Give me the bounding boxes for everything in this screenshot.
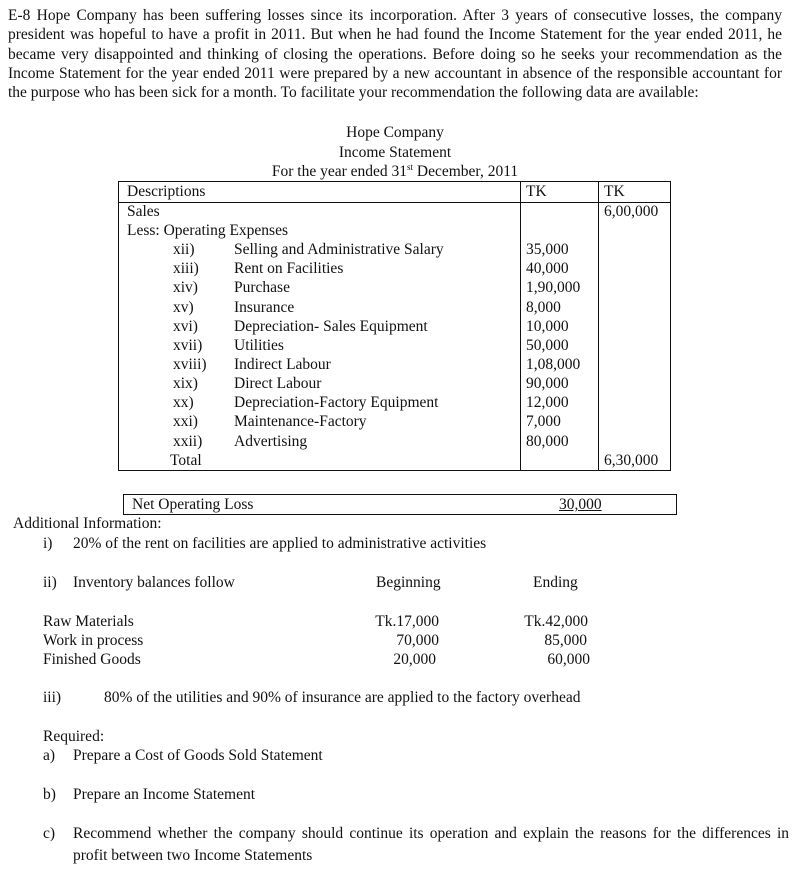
header-divider	[119, 202, 670, 203]
total-value: 6,30,000	[604, 452, 659, 469]
sales-value: 6,00,000	[604, 203, 659, 220]
additional-item-ii-text: Inventory balances follow	[73, 574, 235, 591]
additional-item-i-marker: i)	[43, 535, 53, 552]
required-item-b-marker: b)	[43, 786, 56, 803]
total-label: Total	[170, 452, 202, 469]
column-divider	[520, 182, 521, 470]
period-prefix: For the year ended 31	[271, 163, 408, 180]
expense-label: Insurance	[234, 299, 295, 316]
inventory-header-ending: Ending	[533, 574, 578, 591]
additional-item-ii-marker: ii)	[43, 574, 57, 591]
expense-number: xii)	[173, 241, 195, 258]
inventory-beginning: 70,000	[396, 632, 439, 649]
additional-item-iii-marker: iii)	[43, 689, 62, 706]
statement-title: Income Statement	[338, 144, 452, 161]
expense-number: xvi)	[173, 318, 198, 335]
additional-item-i-text: 20% of the rent on facilities are applied to administrative activities	[73, 535, 487, 552]
expense-amount: 80,000	[526, 433, 569, 450]
required-item-c-marker: c)	[43, 825, 56, 842]
income-statement-table	[118, 181, 671, 471]
expense-number: xvii)	[173, 337, 203, 354]
expense-amount: 1,08,000	[526, 356, 581, 373]
expense-label: Rent on Facilities	[234, 260, 344, 277]
inventory-beginning: 20,000	[393, 651, 436, 668]
expense-amount: 90,000	[526, 375, 569, 392]
expense-number: xiii)	[173, 260, 199, 277]
required-item-a-marker: a)	[43, 747, 56, 764]
problem-intro: E-8 Hope Company has been suffering losses since its incorporation. After 3 years of consecutive losses, the company president was hopeful to have a profit in 2011. But when he had found the Income Statement for the year ended 2011, he became very disappointed and thinking of closing the operations. Before doing so he seeks your recommendation as the Income Statement for the year ended 2011 were prepared by a new accountant in absence of the responsible accountant for the purpose who has been sick for a month. To facilitate your recommendation the following data are available:	[8, 7, 782, 102]
net-operating-loss-label: Net Operating Loss	[132, 496, 254, 513]
less-operating-expenses-label: Less: Operating Expenses	[127, 222, 288, 239]
inventory-label: Finished Goods	[43, 651, 141, 668]
column-divider	[598, 182, 599, 470]
inventory-ending: Tk.42,000	[524, 613, 588, 630]
inventory-header-beginning: Beginning	[376, 574, 441, 591]
expense-amount: 40,000	[526, 260, 569, 277]
required-item-c-text: Recommend whether the company should continue its operation and explain the reasons for the differences in profit between two Income Statements	[73, 825, 789, 864]
expense-amount: 10,000	[526, 318, 569, 335]
inventory-ending: 60,000	[547, 651, 590, 668]
expense-number: xx)	[173, 394, 194, 411]
expense-amount: 1,90,000	[526, 279, 581, 296]
expense-label: Direct Labour	[234, 375, 322, 392]
header-descriptions: Descriptions	[127, 183, 206, 200]
expense-label: Utilities	[234, 337, 284, 354]
period-superscript: st	[407, 162, 414, 172]
statement-period	[0, 162, 790, 181]
additional-info-heading: Additional Information:	[13, 515, 162, 532]
expense-number: xv)	[173, 299, 194, 316]
expense-number: xxii)	[173, 433, 203, 450]
net-operating-loss-value: 30,000	[559, 496, 602, 513]
sales-label: Sales	[127, 203, 160, 220]
expense-amount: 50,000	[526, 337, 569, 354]
company-name: Hope Company	[346, 124, 444, 141]
inventory-ending: 85,000	[544, 632, 587, 649]
expense-number: xviii)	[173, 356, 207, 373]
expense-number: xxi)	[173, 413, 198, 430]
expense-label: Depreciation- Sales Equipment	[234, 318, 428, 335]
inventory-beginning: Tk.17,000	[375, 613, 439, 630]
required-item-b-text: Prepare an Income Statement	[73, 786, 256, 803]
additional-item-iii-text: 80% of the utilities and 90% of insurance are applied to the factory overhead	[104, 689, 581, 706]
expense-number: xiv)	[173, 279, 198, 296]
net-operating-loss-box	[123, 494, 677, 515]
expense-amount: 35,000	[526, 241, 569, 258]
required-item-a-text: Prepare a Cost of Goods Sold Statement	[73, 747, 323, 764]
expense-amount: 8,000	[526, 299, 561, 316]
expense-amount: 12,000	[526, 394, 569, 411]
expense-number: xix)	[173, 375, 198, 392]
expense-amount: 7,000	[526, 413, 561, 430]
expense-label: Advertising	[234, 433, 308, 450]
header-tk-2: TK	[604, 183, 625, 200]
expense-label: Maintenance-Factory	[234, 413, 367, 430]
inventory-label: Raw Materials	[43, 613, 134, 630]
expense-label: Indirect Labour	[234, 356, 331, 373]
expense-label: Selling and Administrative Salary	[234, 241, 444, 258]
expense-label: Depreciation-Factory Equipment	[234, 394, 439, 411]
expense-label: Purchase	[234, 279, 290, 296]
required-heading: Required:	[43, 728, 105, 745]
period-suffix: December, 2011	[413, 163, 519, 180]
header-tk-1: TK	[526, 183, 547, 200]
inventory-label: Work in process	[43, 632, 144, 649]
